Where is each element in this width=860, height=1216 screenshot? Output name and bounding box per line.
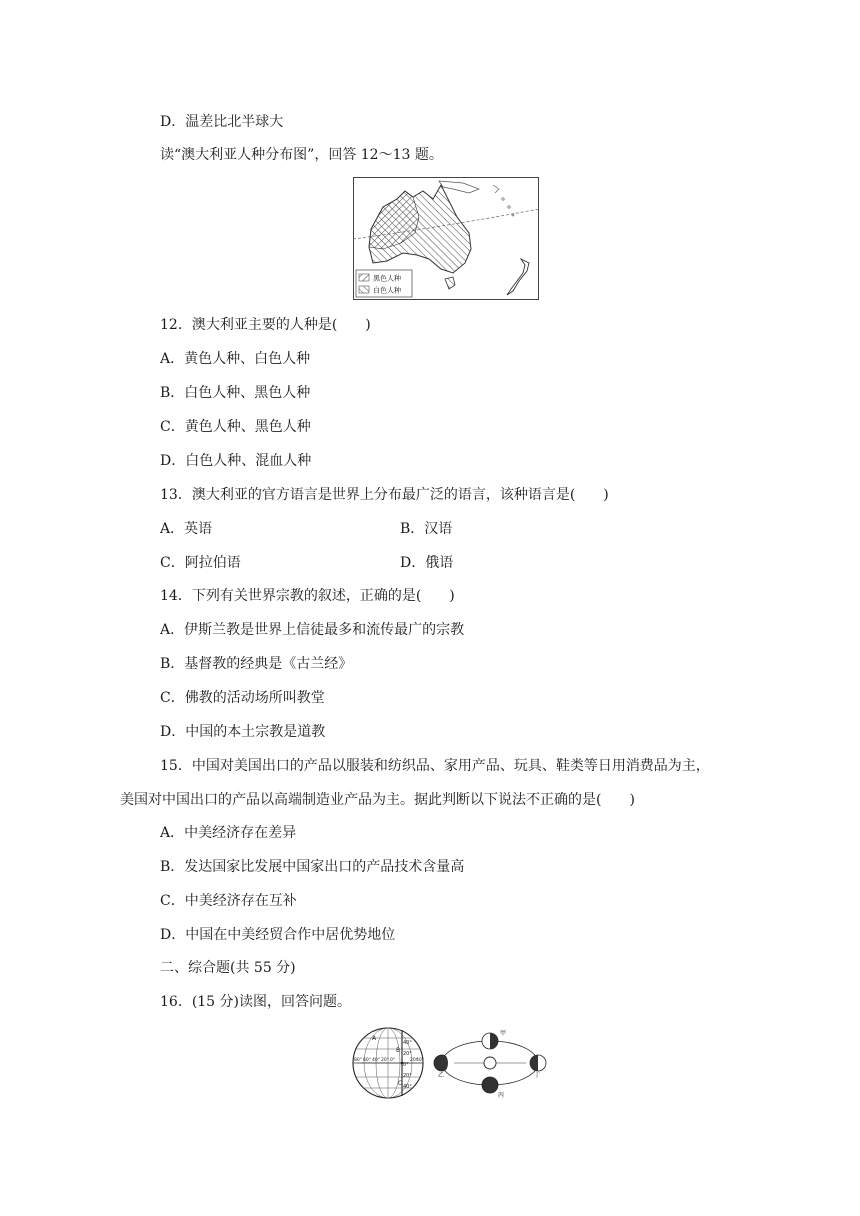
sun xyxy=(484,1057,496,1069)
q12-option-c: C．黄色人种、黑色人种 xyxy=(160,419,311,435)
legend-black-race: 黑色人种 xyxy=(373,274,401,283)
lat-label-1: 40° xyxy=(403,1040,412,1046)
lon-label-7: 40° xyxy=(416,1058,424,1063)
legend-white-race: 白色人种 xyxy=(373,286,401,295)
orbit-label-jia: 甲 xyxy=(500,1030,507,1037)
q15-option-d: D．中国在中美经贸合作中居优势地位 xyxy=(160,927,396,943)
q15-option-b: B．发达国家比发展中国家出口的产品技术含量高 xyxy=(160,859,465,875)
orbit-label-yi: 乙 xyxy=(438,1072,445,1079)
lon-label-1: 80° xyxy=(354,1058,362,1063)
q15-line-1: 15．中国对美国出口的产品以服装和纺织品、家用产品、玩具、鞋类等日用消费品为主， xyxy=(160,758,710,774)
orbit-label-ding: 丁 xyxy=(534,1072,541,1079)
lat-label-3: 0° xyxy=(403,1062,409,1068)
q16: 16．(15 分)读图，回答问题。 xyxy=(160,994,352,1010)
lon-label-4: 20° xyxy=(381,1058,389,1063)
q15-option-c: C．中美经济存在互补 xyxy=(160,893,297,909)
q14-option-a: A．伊斯兰教是世界上信徒最多和流传最广的宗教 xyxy=(160,622,465,638)
lat-label-2: 20° xyxy=(403,1051,412,1057)
lon-label-3: 40° xyxy=(372,1058,380,1063)
lon-label-2: 60° xyxy=(363,1058,371,1063)
orbit-label-bing: 丙 xyxy=(498,1092,505,1099)
section-2-heading: 二、综合题(共 55 分) xyxy=(160,960,296,976)
globe-letter-b: B xyxy=(396,1047,401,1054)
lat-label-4: 20° xyxy=(403,1073,412,1079)
q14-option-d: D．中国的本土宗教是道教 xyxy=(160,724,326,740)
q15-line-2: 美国对中国出口的产品以高端制造业产品为主。据此判断以下说法不正确的是( ) xyxy=(120,792,635,808)
australia-race-map xyxy=(353,177,539,300)
lon-label-6: 20° xyxy=(410,1058,418,1063)
q11-option-d: D．温差比北半球大 xyxy=(160,114,284,130)
q12-option-b: B．白色人种、黑色人种 xyxy=(160,385,311,401)
q13-option-c: C．阿拉伯语 xyxy=(160,555,241,571)
q13-option-b: B．汉语 xyxy=(400,521,453,537)
q14-option-b: B．基督教的经典是《古兰经》 xyxy=(160,656,353,672)
q12-option-d: D．白色人种、混血人种 xyxy=(160,453,312,469)
globe-letter-c: C xyxy=(398,1080,403,1087)
q13-option-d: D．俄语 xyxy=(400,555,454,571)
q14-option-c: C．佛教的活动场所叫教堂 xyxy=(160,690,325,706)
q14: 14．下列有关世界宗教的叙述，正确的是( ) xyxy=(160,588,455,604)
lon-label-5: 0° xyxy=(390,1058,396,1063)
earth-orbit xyxy=(434,1033,546,1093)
lat-label-5: 40° xyxy=(403,1084,412,1090)
q16-figure xyxy=(350,1025,550,1101)
q13-option-a: A．英语 xyxy=(160,521,213,537)
intro-12-13: 读“澳大利亚人种分布图”，回答 12～13 题。 xyxy=(160,147,443,163)
globe-grid xyxy=(353,1028,423,1098)
q12-option-a: A．黄色人种、白色人种 xyxy=(160,351,311,367)
globe-letter-a: A xyxy=(372,1035,377,1042)
q12: 12．澳大利亚主要的人种是( ) xyxy=(160,317,371,333)
q13: 13．澳大利亚的官方语言是世界上分布最广泛的语言，该种语言是( ) xyxy=(160,487,609,503)
q15-option-a: A．中美经济存在差异 xyxy=(160,825,297,841)
